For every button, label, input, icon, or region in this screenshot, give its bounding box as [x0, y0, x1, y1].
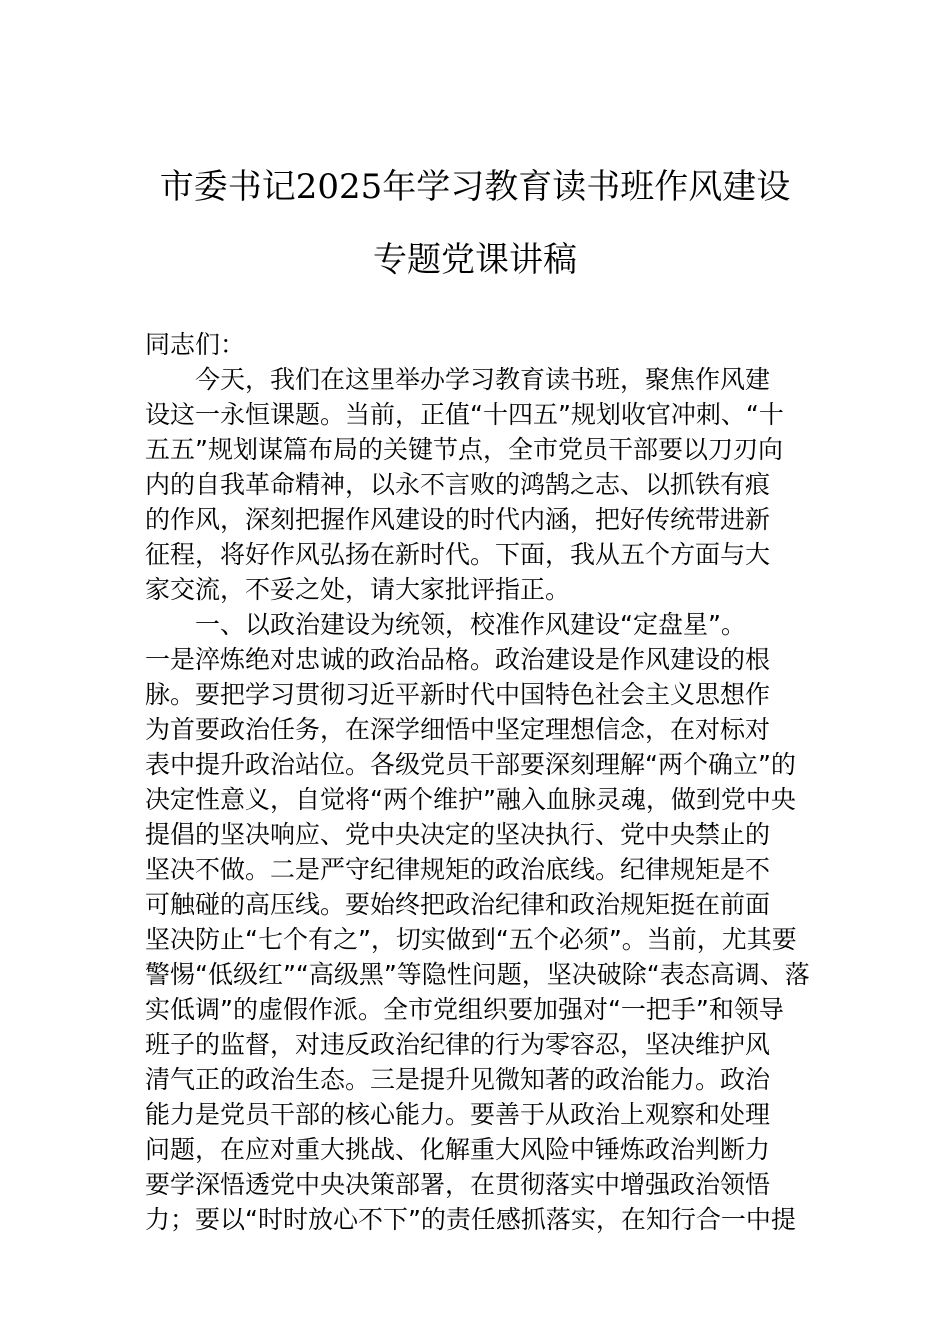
paragraph-line: 五五”规划谋篇布局的关键节点，全市党员干部要以刀刃向	[145, 435, 783, 464]
section-heading: 一、以政治建设为统领，校准作风建设“定盘星”。	[195, 610, 746, 639]
paragraph-line: 表中提升政治站位。各级党员干部要深刻理解“两个确立”的	[145, 750, 796, 779]
paragraph-line: 内的自我革命精神，以永不言败的鸿鹄之志、以抓铁有痕	[145, 470, 771, 499]
salutation: 同志们：	[145, 330, 246, 359]
paragraph-line: 坚决不做。二是严守纪律规矩的政治底线。纪律规矩是不	[145, 855, 771, 884]
paragraph-line: 为首要政治任务，在深学细悟中坚定理想信念，在对标对	[145, 715, 771, 744]
paragraph-line: 可触碰的高压线。要始终把政治纪律和政治规矩挺在前面	[145, 890, 771, 919]
paragraph-line: 决定性意义，自觉将“两个维护”融入血脉灵魂，做到党中央	[145, 785, 796, 814]
paragraph-line: 家交流，不妥之处，请大家批评指正。	[145, 575, 571, 604]
paragraph-line: 问题，在应对重大挑战、化解重大风险中锤炼政治判断力	[145, 1135, 771, 1164]
paragraph-line: 要学深悟透党中央决策部署，在贯彻落实中增强政治领悟	[145, 1170, 771, 1199]
paragraph-line: 今天，我们在这里举办学习教育读书班，聚焦作风建	[195, 365, 771, 394]
paragraph-line: 提倡的坚决响应、党中央决定的坚决执行、党中央禁止的	[145, 820, 771, 849]
paragraph-line: 征程，将好作风弘扬在新时代。下面，我从五个方面与大	[145, 540, 771, 569]
paragraph-line: 警惕“低级红”“高级黑”等隐性问题，坚决破除“表态高调、落	[145, 960, 810, 989]
paragraph-line: 清气正的政治生态。三是提升见微知著的政治能力。政治	[145, 1065, 771, 1094]
paragraph-line: 坚决防止“七个有之”，切实做到“五个必须”。当前，尤其要	[145, 925, 797, 954]
paragraph-line: 设这一永恒课题。当前，正值“十四五”规划收官冲刺、“十	[145, 400, 784, 429]
paragraph-line: 一是淬炼绝对忠诚的政治品格。政治建设是作风建设的根	[145, 645, 771, 674]
paragraph-line: 脉。要把学习贯彻习近平新时代中国特色社会主义思想作	[145, 680, 771, 709]
paragraph-line: 力；要以“时时放心不下”的责任感抓落实，在知行合一中提	[145, 1205, 796, 1234]
document-title-line-2: 专题党课讲稿	[373, 240, 577, 280]
paragraph-line: 的作风，深刻把握作风建设的时代内涵，把好传统带进新	[145, 505, 771, 534]
paragraph-line: 能力是党员干部的核心能力。要善于从政治上观察和处理	[145, 1100, 771, 1129]
paragraph-line: 班子的监督，对违反政治纪律的行为零容忍，坚决维护风	[145, 1030, 771, 1059]
paragraph-line: 实低调”的虚假作派。全市党组织要加强对“一把手”和领导	[145, 995, 784, 1024]
document-body	[145, 327, 810, 1237]
document-title-line-1: 市委书记2025年学习教育读书班作风建设	[159, 167, 791, 207]
